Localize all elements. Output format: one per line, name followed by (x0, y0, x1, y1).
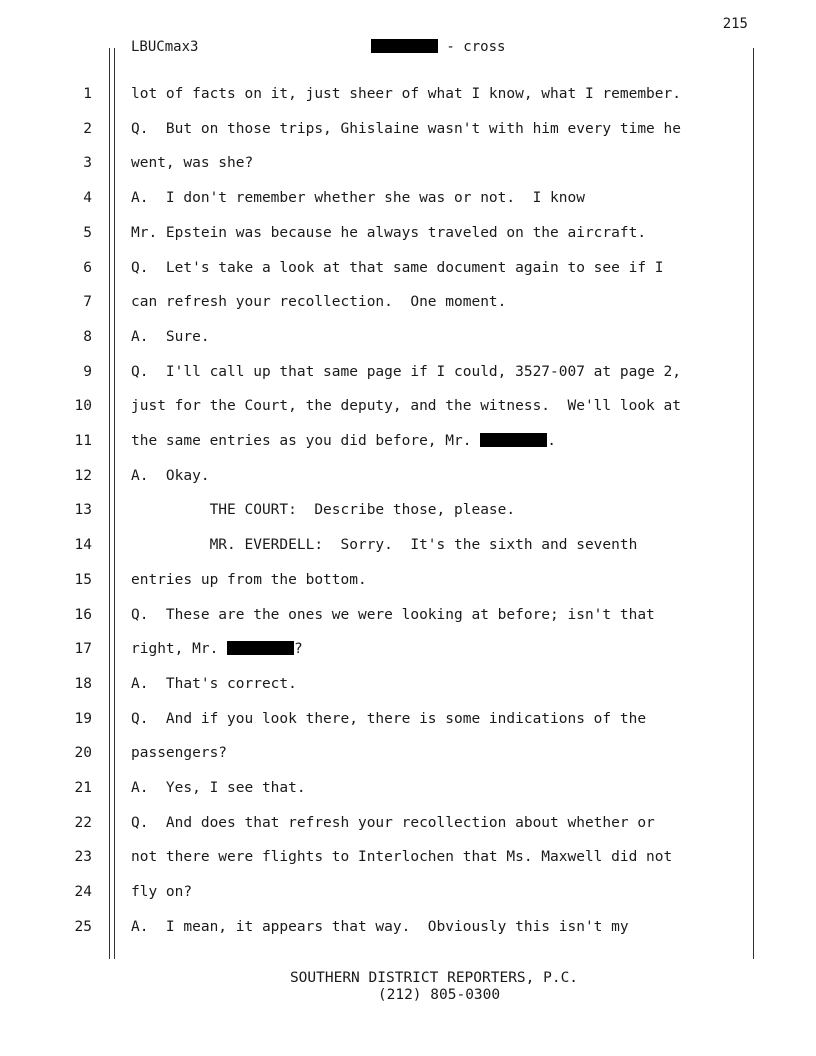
transcript-line (131, 190, 585, 206)
transcript-line-text: A. Sure. (131, 328, 210, 345)
transcript-line (131, 121, 681, 137)
transcript-line (131, 884, 192, 900)
line-number: 5 (83, 224, 92, 241)
transcript-line-text: A. That's correct. (131, 675, 297, 692)
header-title (371, 39, 505, 55)
transcript-line-text: MR. EVERDELL: Sorry. It's the sixth and seventh (131, 537, 638, 554)
line-number: 10 (74, 398, 92, 415)
margin-line-left-inner (114, 48, 115, 959)
transcript-line (131, 780, 306, 796)
transcript-line-text: Q. These are the ones we were looking at before; isn't that (131, 606, 655, 623)
transcript-line (131, 745, 227, 761)
transcript-line (131, 849, 672, 865)
line-number: 4 (83, 190, 92, 207)
line-number: 8 (83, 328, 92, 345)
line-number: 7 (83, 294, 92, 311)
reporter-phone: (212) 805-0300 (377, 987, 501, 1003)
margin-line-left-outer (109, 48, 110, 959)
transcript-line (131, 294, 506, 310)
transcript-line (131, 364, 681, 380)
transcript-line (131, 86, 681, 102)
transcript-line-text: Q. And if you look there, there is some indications of the (131, 710, 647, 727)
transcript-line (131, 398, 681, 414)
transcript-line-text: Q. But on those trips, Ghislaine wasn't with him every time he (131, 120, 681, 137)
redaction-bar (480, 433, 547, 447)
line-number: 16 (74, 606, 92, 623)
transcript-line (131, 502, 515, 518)
line-number: 6 (83, 259, 92, 276)
transcript-line-text: Q. And does that refresh your recollection about whether or (131, 814, 655, 831)
transcript-line-text: not there were flights to Interlochen that Ms. Maxwell did not (131, 849, 673, 866)
transcript-line (131, 468, 210, 484)
reporter-name: SOUTHERN DISTRICT REPORTERS, P.C. (289, 970, 579, 986)
line-number: 15 (74, 571, 92, 588)
transcript-line-text: A. Yes, I see that. (131, 780, 306, 796)
transcript-line-text: A. Okay. (131, 467, 210, 484)
line-number: 1 (83, 86, 92, 102)
transcript-line-text: A. I mean, it appears that way. Obviously this isn't my (131, 918, 629, 935)
transcript-line-text: lot of facts on it, just sheer of what I know, what I remember. (131, 86, 681, 102)
transcript-line (131, 572, 367, 588)
redaction-bar (227, 641, 294, 655)
header-cross-label: - cross (438, 39, 506, 55)
line-number: 19 (74, 710, 92, 727)
transcript-line-text: Q. Let's take a look at that same document again to see if I (131, 259, 664, 276)
transcript-line (131, 815, 655, 831)
transcript-line (131, 537, 637, 553)
line-number: 12 (74, 467, 92, 484)
line-number: 2 (83, 120, 92, 137)
transcript-line (131, 155, 253, 171)
line-number: 9 (83, 363, 92, 380)
line-number: 3 (83, 155, 92, 172)
transcript-line-text: THE COURT: Describe those, please. (131, 502, 516, 519)
transcript-line-text: Mr. Epstein was because he always traveled on the aircraft. (131, 224, 647, 241)
transcript-line-text: Q. I'll call up that same page if I could, 3527-007 at page 2, (131, 363, 681, 380)
transcript-line (131, 433, 556, 449)
transcript-line-text: the same entries as you did before, Mr. (131, 433, 472, 449)
transcript-line-text: right, Mr. (131, 641, 219, 658)
transcript-line (131, 225, 646, 241)
case-code: LBUCmax3 (131, 39, 199, 55)
transcript-line (131, 260, 664, 276)
transcript-line-text: entries up from the bottom. (131, 571, 367, 588)
transcript-line-text: fly on? (131, 884, 193, 901)
redaction-bar (371, 39, 438, 53)
transcript-line-text: passengers? (131, 745, 228, 762)
line-number: 14 (74, 537, 92, 554)
transcript-line-text: just for the Court, the deputy, and the witness. We'll look at (131, 398, 681, 415)
line-number: 18 (74, 675, 92, 692)
page-number: 215 (722, 16, 748, 32)
line-number: 11 (74, 433, 92, 449)
line-number: 17 (74, 641, 92, 658)
line-number: 25 (74, 918, 92, 935)
transcript-line-punctuation: . (547, 433, 556, 449)
transcript-line (131, 607, 655, 623)
line-number: 24 (74, 884, 92, 901)
transcript-line (131, 641, 303, 657)
transcript-line-text: went, was she? (131, 155, 254, 172)
line-number: 13 (74, 502, 92, 519)
transcript-line-punctuation: ? (294, 641, 303, 658)
line-number: 21 (74, 780, 92, 796)
transcript-line (131, 919, 629, 935)
line-number: 22 (74, 814, 92, 831)
transcript-line (131, 711, 646, 727)
transcript-line-text: A. I don't remember whether she was or not. I know (131, 190, 585, 207)
line-number: 23 (74, 849, 92, 866)
transcript-line (131, 329, 210, 345)
transcript-line (131, 676, 297, 692)
margin-line-right (753, 48, 754, 959)
transcript-line-text: can refresh your recollection. One moment. (131, 294, 507, 311)
line-number: 20 (74, 745, 92, 762)
